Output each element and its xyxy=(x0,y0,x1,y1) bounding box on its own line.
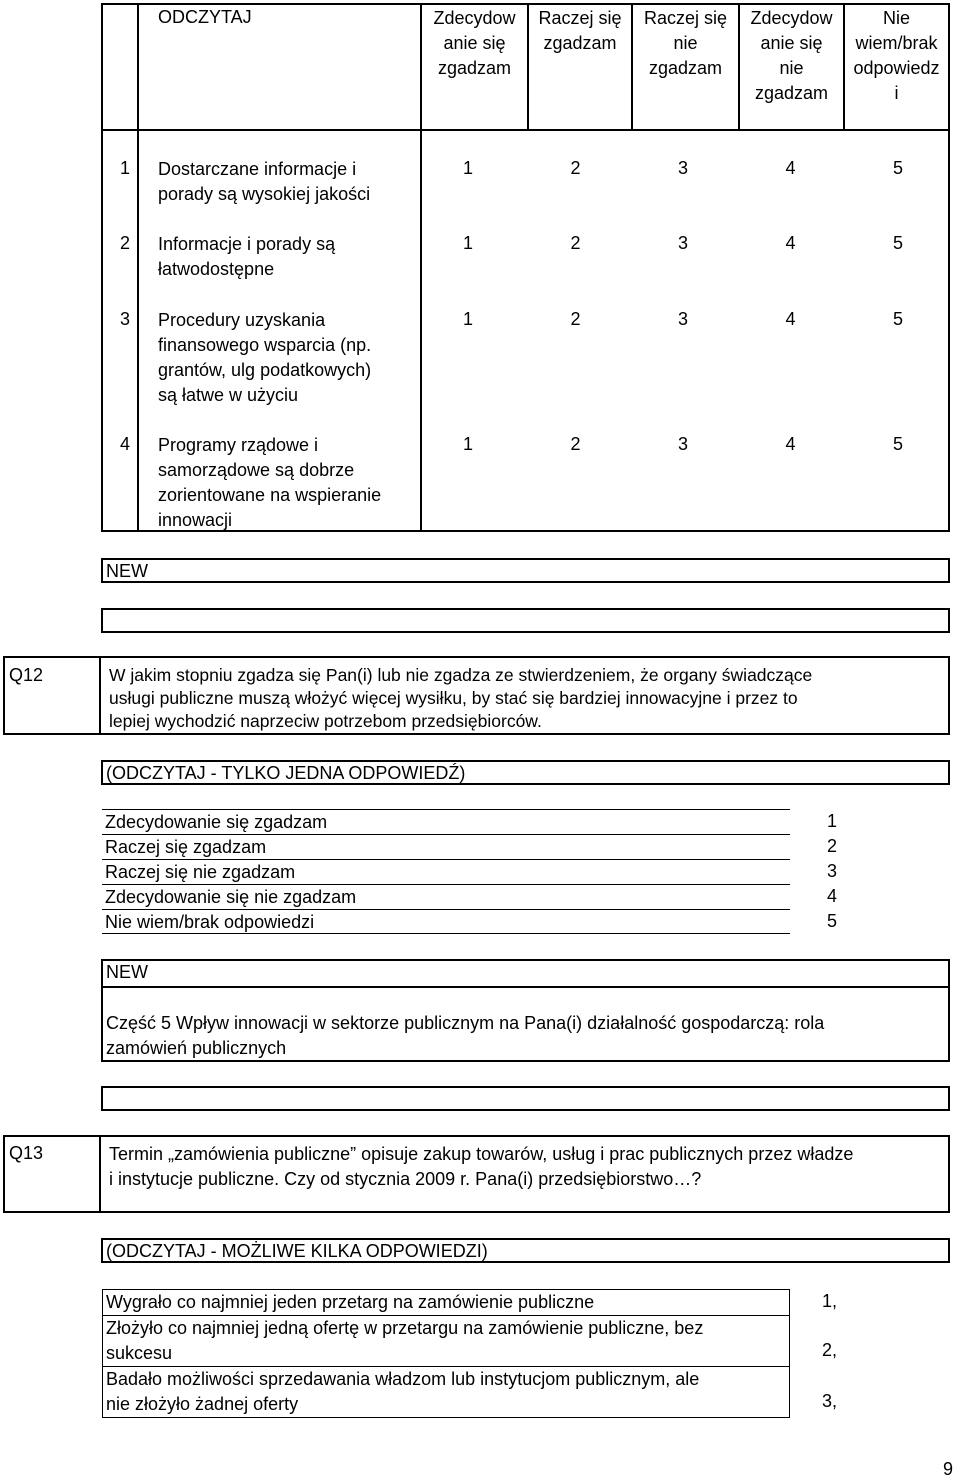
option-item[interactable]: Raczej się nie zgadzam xyxy=(102,859,790,884)
option-item[interactable]: Wygrało co najmniej jeden przetarg na zamówienie publiczne xyxy=(103,1290,789,1316)
answer-code[interactable]: 4 xyxy=(785,158,796,178)
header-col-5: Nie wiem/brak odpowiedz i xyxy=(853,8,940,103)
table-right-border xyxy=(948,131,950,531)
answer-code[interactable]: 3 xyxy=(677,158,688,178)
answer-scale xyxy=(458,308,908,331)
header-col-3: Raczej się nie zgadzam xyxy=(643,8,728,78)
divider xyxy=(99,658,101,733)
option-code: 1, xyxy=(822,1291,838,1311)
q12-question xyxy=(3,656,950,735)
answer-code[interactable]: 3 xyxy=(677,434,688,454)
row-statement: Informacje i porady są łatwodostępne xyxy=(158,234,336,279)
answer-code[interactable]: 4 xyxy=(785,309,796,329)
row-statement: Procedury uzyskania finansowego wsparcia (np. grantów, ulg podatkowych) są łatwe w użyciu xyxy=(158,310,372,405)
row-number: 4 xyxy=(120,434,131,454)
option-code: 5 xyxy=(827,911,838,931)
new-marker xyxy=(101,558,950,583)
answer-code[interactable]: 4 xyxy=(785,434,796,454)
option-item[interactable]: Badało możliwości sprzedawania władzom lub instytucjom publicznym, ale nie złożyło żadnej oferty xyxy=(106,1369,700,1414)
option-item[interactable]: Zdecydowanie się nie zgadzam xyxy=(102,884,790,909)
option-code: 3, xyxy=(822,1391,838,1411)
answer-code[interactable]: 2 xyxy=(570,158,581,178)
header-col-4: Zdecydow anie się nie zgadzam xyxy=(750,8,833,103)
option-item[interactable]: Złożyło co najmniej jedną ofertę w przetargu na zamówienie publiczne, bez sukcesu xyxy=(103,1316,789,1367)
row-statement: Programy rządowe i samorządowe są dobrze zorientowane na wspieranie innowacji xyxy=(158,435,382,530)
option-code: 1 xyxy=(827,811,838,831)
answer-code[interactable]: 1 xyxy=(462,233,473,253)
row-number: 1 xyxy=(120,158,131,178)
answer-scale xyxy=(458,232,908,255)
question-id: Q12 xyxy=(9,665,44,685)
divider xyxy=(99,1137,101,1211)
header-col-1: Zdecydow anie się zgadzam xyxy=(433,8,516,78)
option-item[interactable]: Zdecydowanie się zgadzam xyxy=(102,809,790,834)
option-item[interactable]: Nie wiem/brak odpowiedzi xyxy=(102,909,790,934)
answer-code[interactable]: 5 xyxy=(892,158,903,178)
answer-code[interactable]: 1 xyxy=(462,158,473,178)
answer-scale xyxy=(458,433,908,456)
question-id: Q13 xyxy=(9,1143,44,1163)
answer-code[interactable]: 3 xyxy=(677,309,688,329)
page-number: 9 xyxy=(943,1459,954,1479)
answer-code[interactable]: 5 xyxy=(892,233,903,253)
answer-code[interactable]: 2 xyxy=(570,434,581,454)
divider xyxy=(420,3,422,531)
empty-box xyxy=(101,608,950,633)
q13-question xyxy=(3,1135,950,1213)
option-item[interactable]: Raczej się zgadzam xyxy=(102,834,790,859)
question-text: Termin „zamówienia publiczne” opisuje zakup towarów, usług i prac publicznych przez władze i instytucje publiczne. Czy od stycznia 2009 r. Pana(i) przedsiębiorstwo…? xyxy=(109,1144,854,1189)
option-code: 2, xyxy=(822,1340,838,1360)
header-col-2: Raczej się zgadzam xyxy=(538,8,622,53)
empty-box xyxy=(101,1086,950,1111)
row-number: 2 xyxy=(120,233,131,253)
answer-code[interactable]: 4 xyxy=(785,233,796,253)
option-code: 2 xyxy=(827,836,838,856)
option-code: 3 xyxy=(827,861,838,881)
answer-code[interactable]: 3 xyxy=(677,233,688,253)
answer-code[interactable]: 5 xyxy=(892,309,903,329)
answer-code[interactable]: 1 xyxy=(462,434,473,454)
q12-codes xyxy=(827,809,867,934)
answer-code[interactable]: 2 xyxy=(570,309,581,329)
new-label: NEW xyxy=(106,962,148,982)
question-text: W jakim stopniu zgadza się Pan(i) lub nie zgadza ze stwierdzeniem, że organy świadczące usługi publiczne muszą włożyć więcej wysiłku, by stać się bardziej innowacyjne i przez to lepiej wychodzić naprzeciw potrzebom przedsiębiorców. xyxy=(109,665,813,731)
divider xyxy=(137,3,139,531)
table-left-border xyxy=(101,131,103,531)
q12-options xyxy=(102,809,790,934)
answer-code[interactable]: 5 xyxy=(892,434,903,454)
answer-code[interactable]: 2 xyxy=(570,233,581,253)
new-marker xyxy=(101,959,950,1062)
section-title: Część 5 Wpływ innowacji w sektorze publicznym na Pana(i) działalność gospodarczą: rola zamówień publicznych xyxy=(106,1013,825,1058)
divider xyxy=(103,986,948,988)
new-label: NEW xyxy=(106,561,148,581)
answer-scale xyxy=(458,157,908,180)
answer-code[interactable]: 1 xyxy=(462,309,473,329)
q12-instruction: (ODCZYTAJ - TYLKO JEDNA ODPOWIEDŹ) xyxy=(101,760,950,785)
row-statement: Dostarczane informacje i porady są wysokiej jakości xyxy=(158,159,371,204)
read-label: ODCZYTAJ xyxy=(158,7,252,27)
q13-options xyxy=(102,1289,790,1418)
q13-instruction: (ODCZYTAJ - MOŻLIWE KILKA ODPOWIEDZI) xyxy=(101,1238,950,1263)
option-code: 4 xyxy=(827,886,838,906)
row-number: 3 xyxy=(120,309,131,329)
